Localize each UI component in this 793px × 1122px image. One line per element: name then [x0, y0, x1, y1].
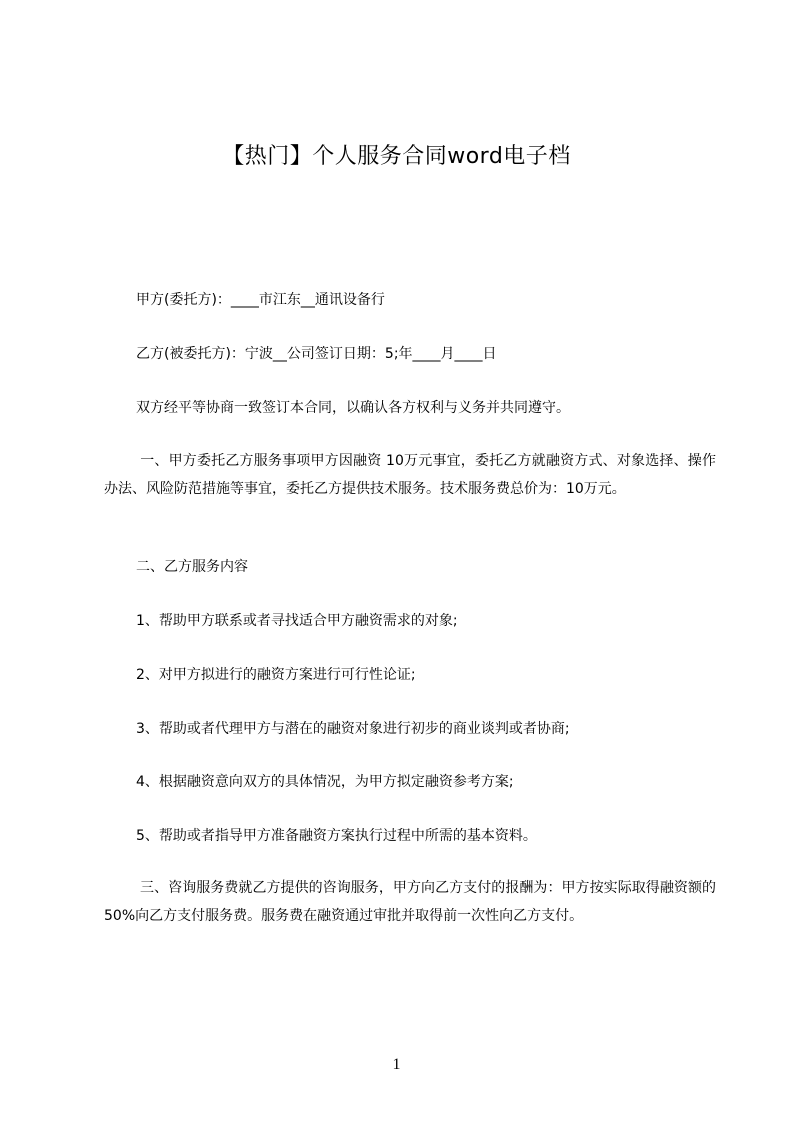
- clause-3-paragraph: [104, 874, 716, 930]
- service-item-1: 1、帮助甲方联系或者寻找适合甲方融资需求的对象;: [136, 613, 458, 629]
- service-item-4: 4、根据融资意向双方的具体情况，为甲方拟定融资参考方案;: [136, 774, 514, 790]
- page-number: 1: [392, 1056, 401, 1073]
- party-b-line: 乙方(被委托方)：宁波__公司签订日期：5;年____月____日: [136, 346, 497, 362]
- clause-1-text: 一、甲方委托乙方服务事项甲方因融资 10万元事宜，委托乙方就融资方式、对象选择、操作办法、风险防范措施等事宜，委托乙方提供技术服务。技术服务费总价为：10万元。: [104, 453, 716, 497]
- party-a-line: 甲方(委托方)：____市江东__通讯设备行: [136, 292, 385, 308]
- intro-paragraph: 双方经平等协商一致签订本合同，以确认各方权利与义务并共同遵守。: [136, 400, 570, 416]
- document-title: 【热门】个人服务合同word电子档: [222, 144, 571, 169]
- clause-2-heading: 二、乙方服务内容: [136, 559, 248, 575]
- service-item-5: 5、帮助或者指导甲方准备融资方案执行过程中所需的基本资料。: [136, 828, 537, 844]
- service-item-3: 3、帮助或者代理甲方与潜在的融资对象进行初步的商业谈判或者协商;: [136, 721, 570, 737]
- clause-1-paragraph: [104, 447, 716, 503]
- service-item-2: 2、对甲方拟进行的融资方案进行可行性论证;: [136, 667, 416, 683]
- clause-3-text: 三、咨询服务费就乙方提供的咨询服务，甲方向乙方支付的报酬为：甲方按实际取得融资额的50%向乙方支付服务费。服务费在融资通过审批并取得前一次性向乙方支付。: [104, 880, 716, 924]
